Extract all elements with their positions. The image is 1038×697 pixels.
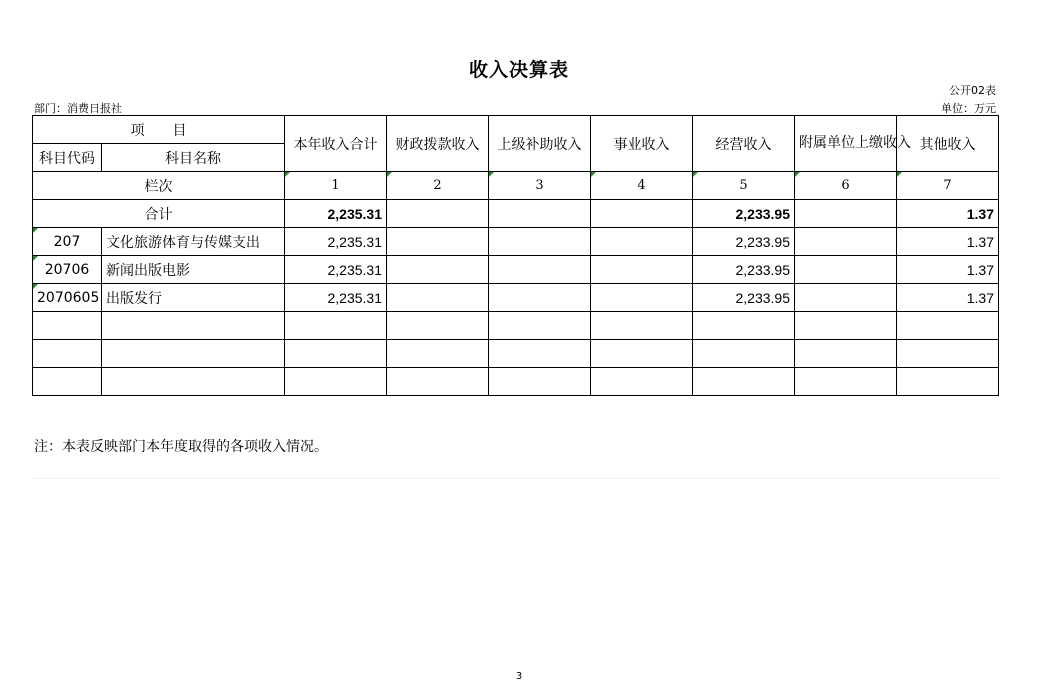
empty-row — [33, 368, 999, 396]
table-row — [33, 284, 999, 312]
form-number: 公开02表 — [949, 84, 996, 97]
total-value: 2,235.31 — [285, 200, 387, 228]
unit-label: 单位：万元 — [941, 102, 996, 115]
row-value — [387, 256, 489, 284]
column-number: 3 — [489, 172, 591, 200]
table-row — [33, 228, 999, 256]
total-value: 1.37 — [897, 200, 999, 228]
table-row — [33, 256, 999, 284]
subject-code: 207 — [33, 228, 102, 256]
total-value — [387, 200, 489, 228]
header-item: 项 目 — [33, 116, 285, 144]
row-value: 2,235.31 — [285, 256, 387, 284]
row-value: 1.37 — [897, 284, 999, 312]
page-title: 收入决算表 — [468, 59, 569, 81]
subject-code: 20706 — [33, 256, 102, 284]
income-table — [32, 115, 999, 396]
row-value: 2,233.95 — [693, 284, 795, 312]
column-number: 7 — [897, 172, 999, 200]
column-number: 6 — [795, 172, 897, 200]
row-value — [591, 256, 693, 284]
header-code: 科目代码 — [33, 144, 102, 172]
header-name: 科目名称 — [102, 144, 285, 172]
total-row — [33, 200, 999, 228]
row-value: 2,235.31 — [285, 284, 387, 312]
page-number: 3 — [515, 671, 523, 682]
header-col-1: 本年收入合计 — [285, 116, 387, 172]
subject-name: 新闻出版电影 — [102, 256, 285, 284]
header-col-6: 附属单位上缴收入 — [795, 116, 897, 172]
column-number: 5 — [693, 172, 795, 200]
total-value — [489, 200, 591, 228]
row-value: 1.37 — [897, 256, 999, 284]
row-value — [795, 228, 897, 256]
total-label: 合计 — [33, 200, 285, 228]
total-value: 2,233.95 — [693, 200, 795, 228]
table-note: 注：本表反映部门本年度取得的各项收入情况。 — [34, 439, 328, 455]
row-value — [489, 228, 591, 256]
row-value: 2,235.31 — [285, 228, 387, 256]
total-value — [591, 200, 693, 228]
column-index-row — [33, 172, 999, 200]
column-number: 2 — [387, 172, 489, 200]
row-value — [489, 256, 591, 284]
row-value — [489, 284, 591, 312]
divider — [32, 478, 998, 479]
row-value — [591, 284, 693, 312]
empty-row — [33, 312, 999, 340]
header-col-7: 其他收入 — [897, 116, 999, 172]
row-value: 2,233.95 — [693, 256, 795, 284]
row-value — [795, 256, 897, 284]
column-index-label: 栏次 — [33, 172, 285, 200]
row-value — [387, 284, 489, 312]
header-col-3: 上级补助收入 — [489, 116, 591, 172]
row-value: 1.37 — [897, 228, 999, 256]
subject-name: 出版发行 — [102, 284, 285, 312]
department-label: 部门：消费日报社 — [34, 102, 122, 115]
empty-row — [33, 340, 999, 368]
subject-code: 2070605 — [33, 284, 102, 312]
header-col-5: 经营收入 — [693, 116, 795, 172]
header-col-4: 事业收入 — [591, 116, 693, 172]
column-number: 1 — [285, 172, 387, 200]
row-value: 2,233.95 — [693, 228, 795, 256]
header-col-2: 财政拨款收入 — [387, 116, 489, 172]
row-value — [591, 228, 693, 256]
total-value — [795, 200, 897, 228]
header-row-top — [33, 116, 999, 144]
column-number: 4 — [591, 172, 693, 200]
row-value — [795, 284, 897, 312]
row-value — [387, 228, 489, 256]
subject-name: 文化旅游体育与传媒支出 — [102, 228, 285, 256]
